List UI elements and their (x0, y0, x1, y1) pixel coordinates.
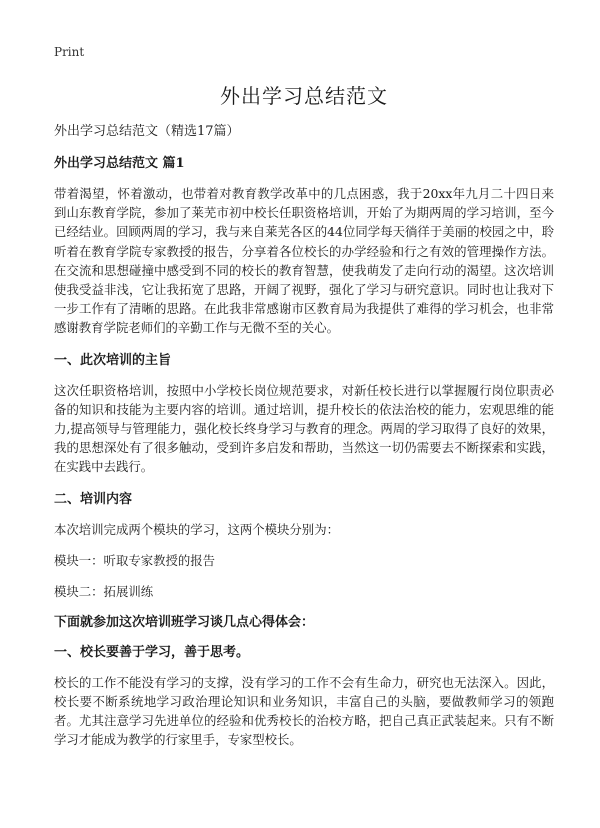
module2-item: 模块二：拓展训练 (54, 583, 154, 599)
section2-heading: 二、培训内容 (54, 491, 133, 507)
article-heading: 外出学习总结范文 篇1 (54, 156, 185, 171)
intro-paragraph: 带着渴望，怀着激动，也带着对教育教学改革中的几点困惑，我于20xx年九月二十四日来到山东教育学院，参加了莱芜市初中校长任职资格培训，开始了为期两周的学习培训，至今已经结业。回顾两周的学习，我与来自莱芜各区的44位同学每天徜徉于美丽的校园之中，聆听着在教育学院专家教授的报告，分享着各位校长的办学经验和行之有效的管理操作方法。在交流和思想碰撞中感受到不同的校长的教育智慧，使我萌发了走向行动的渴望。这次培训使我受益非浅，它让我拓宽了思路，开阔了视野，强化了学习与研究意识。同时也让我对下一步工作有了清晰的思路。在此我非常感谢市区教育局为我提供了难得的学习机会，也非常感谢教育学院老师们的辛勤工作与无微不至的关心。 (54, 186, 554, 336)
print-label: Print (54, 45, 85, 59)
document-title: 外出学习总结范文 (220, 84, 388, 108)
module1-item: 模块一：听取专家教授的报告 (54, 552, 216, 568)
section1-paragraph: 这次任职资格培训，按照中小学校长岗位规范要求，对新任校长进行以掌握履行岗位职责必备的知识和技能为主要内容的培训。通过培训，提升校长的依法治校的能力，宏观思维的能力,提高领导与管理能力，强化校长终身学习与教育的理念。两周的学习取得了良好的效果，我的思想深处有了很多触动，受到许多启发和帮助，当然这一切仍需要去不断探索和实践，在实践中去践行。 (54, 382, 554, 475)
point1-heading: 一、校长要善于学习，善于思考。 (54, 644, 250, 660)
section2-intro: 本次培训完成两个模块的学习，这两个模块分别为： (54, 521, 339, 537)
document-subtitle: 外出学习总结范文（精选17篇） (54, 124, 240, 139)
insights-lead: 下面就参加这次培训班学习谈几点心得体会： (54, 614, 315, 630)
point1-paragraph: 校长的工作不能没有学习的支撑，没有学习的工作不会有生命力，研究也无法深入。因此，校长要不断系统地学习政治理论知识和业务知识，丰富自己的头脑，要做教师学习的领跑者。尤其注意学习先进单位的经验和优秀校长的治校方略，把自己真正武装起来。只有不断学习才能成为教学的行家里手，专家型校长。 (54, 674, 554, 748)
section1-heading: 一、此次培训的主旨 (54, 352, 172, 368)
